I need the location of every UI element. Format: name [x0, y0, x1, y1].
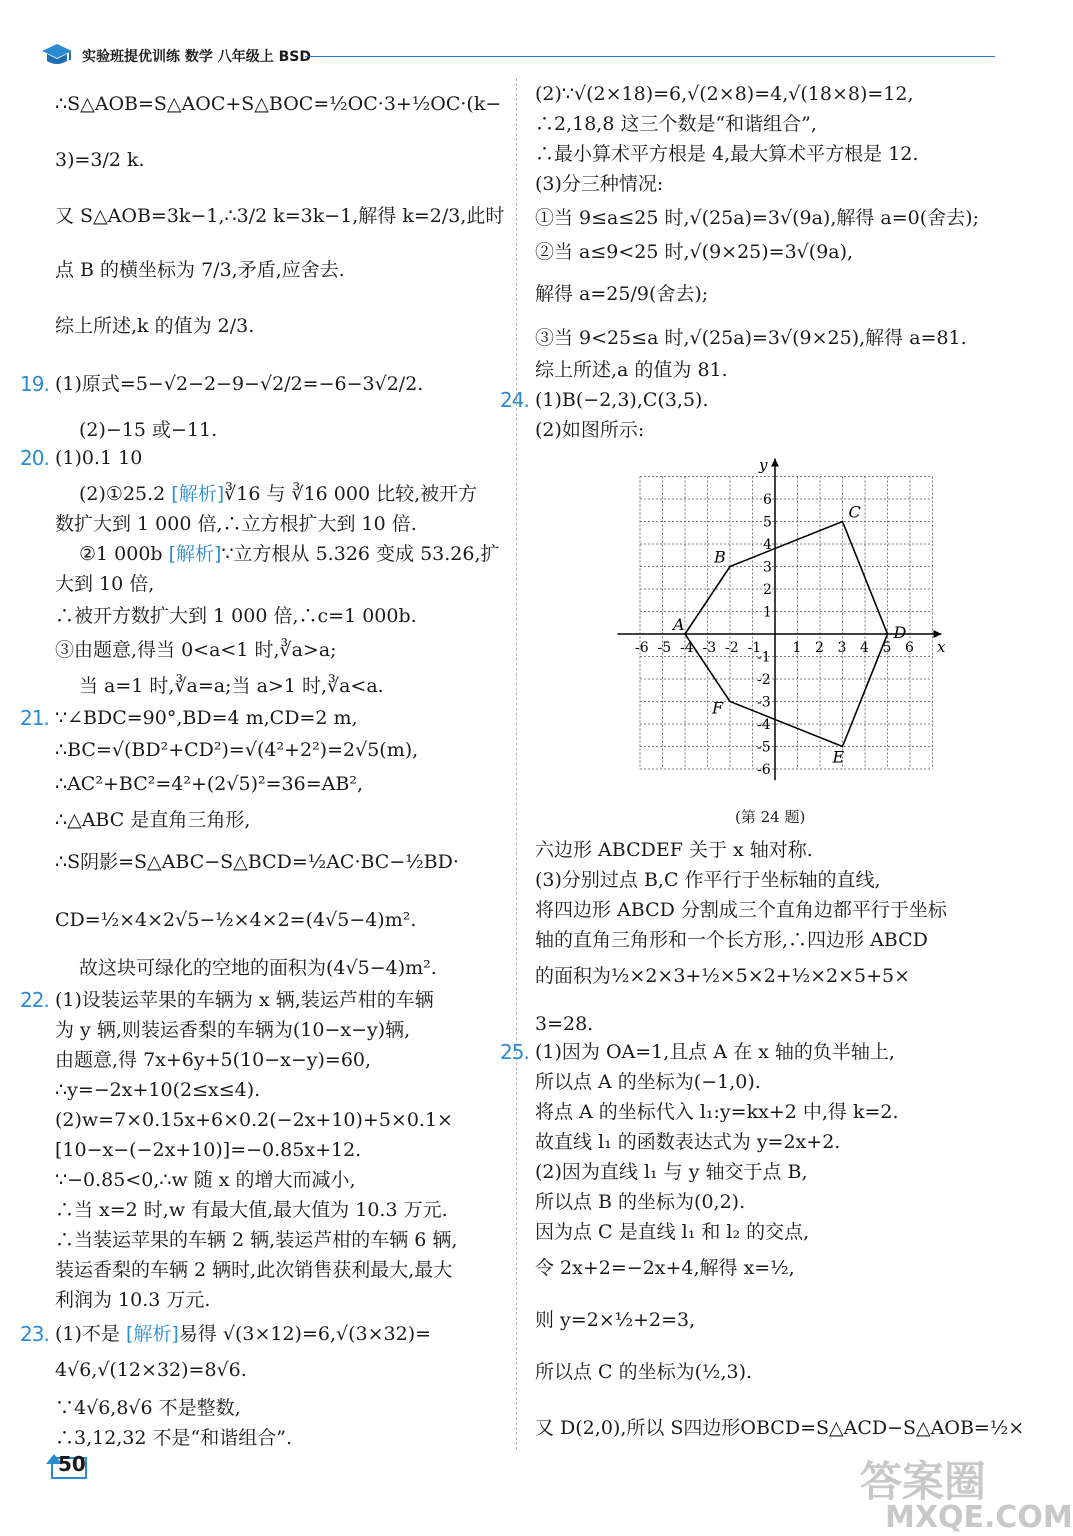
answer-text: 3)=3/2 k.	[55, 149, 145, 171]
answer-text: (1)原式=5−√2−2−9−√2/2=−6−3√2/2.	[55, 373, 424, 395]
coordinate-figure	[600, 448, 950, 798]
y-axis-label: y	[759, 455, 768, 474]
y-tick-label: -1	[757, 649, 771, 666]
answer-text: 将点 A 的坐标代入 l₁:y=kx+2 中,得 k=2.	[535, 1101, 899, 1123]
y-tick-label: 5	[763, 514, 772, 531]
answer-line	[55, 1424, 292, 1452]
answer-text: CD=½×4×2√5−½×4×2=(4√5−4)m².	[55, 909, 417, 931]
answer-line	[535, 324, 967, 352]
answer-line	[55, 312, 254, 340]
answer-text: (2)−15 或−11.	[79, 419, 218, 441]
x-tick-label: -1	[747, 640, 762, 656]
point-label: B	[714, 547, 726, 567]
answer-text: 又 S△AOB=3k−1,∴3/2 k=3k−1,解得 k=2/3,此时	[55, 205, 505, 227]
answer-line	[55, 256, 345, 284]
question-number: 25.	[500, 1040, 529, 1064]
answer-text: 所以点 B 的坐标为(0,2).	[535, 1191, 746, 1213]
y-tick-label: -5	[757, 739, 771, 756]
answer-line	[535, 1414, 1024, 1442]
answer-line	[55, 1226, 457, 1254]
answer-text: 由题意,得 7x+6y+5(10−x−y)=60,	[55, 1049, 372, 1071]
answer-text: ∴S阴影=S△ABC−S△BCD=½AC·BC−½BD·	[55, 851, 459, 873]
x-tick-label: 6	[905, 640, 914, 656]
answer-line	[535, 836, 813, 864]
x-tick-label: 2	[815, 640, 824, 656]
answer-text: ②当 a≤9<25 时,√(9×25)=3√(9a),	[535, 241, 854, 263]
answer-text: (3)分别过点 B,C 作平行于坐标轴的直线,	[535, 869, 881, 891]
answer-line	[535, 140, 918, 168]
y-tick-label: 3	[763, 559, 772, 576]
answer-line	[55, 736, 418, 764]
x-tick-label: -3	[702, 640, 717, 656]
answer-line	[55, 848, 459, 876]
answer-text: 利润为 10.3 万元.	[55, 1289, 211, 1311]
answer-line	[55, 510, 417, 538]
answer-text: ∴3,12,32 不是“和谐组合”.	[55, 1427, 293, 1449]
answer-line	[55, 1016, 410, 1044]
book-logo-icon	[40, 42, 74, 68]
answer-line	[535, 1306, 695, 1334]
answer-text: 3=28.	[535, 1013, 594, 1035]
answer-text: (1)设装运苹果的车辆为 x 辆,装运芦柑的车辆	[55, 989, 434, 1011]
x-tick-label: -4	[680, 640, 694, 656]
x-tick-label: 5	[882, 640, 892, 656]
answer-text: 4√6,√(12×32)=8√6.	[55, 1359, 247, 1381]
y-tick-label: -6	[757, 762, 771, 778]
answer-line	[55, 672, 384, 700]
answer-text: ∴△ABC 是直角三角形,	[55, 809, 251, 831]
watermark-logo: 答案圈	[860, 1457, 987, 1506]
answer-line	[535, 110, 817, 138]
question-number: 23.	[20, 1322, 49, 1346]
answer-text: ∛16 与 ∛16 000 比较,被开方	[224, 483, 478, 505]
answer-text: 因为点 C 是直线 l₁ 和 l₂ 的交点,	[535, 1221, 810, 1243]
x-axis-label: x	[937, 638, 946, 656]
answer-line	[535, 1158, 808, 1186]
answer-text: 故直线 l₁ 的函数表达式为 y=2x+2.	[535, 1131, 841, 1153]
answer-line	[535, 962, 910, 990]
answer-line	[55, 1394, 241, 1422]
answer-line	[500, 1038, 895, 1066]
answer-text: ①当 9≤a≤25 时,√(25a)=3√(9a),解得 a=0(舍去);	[535, 207, 979, 229]
answer-line	[55, 480, 477, 508]
answer-text: 易得 √(3×12)=6,√(3×32)=	[178, 1323, 432, 1345]
watermark-url: MXQE.COM	[885, 1500, 1073, 1535]
answer-text: ∴S△AOB=S△AOC+S△BOC=½OC·3+½OC·(k−	[55, 93, 502, 115]
x-arrow-icon	[934, 630, 942, 638]
answer-text: 所以点 A 的坐标为(−1,0).	[535, 1071, 761, 1093]
answer-line	[55, 636, 337, 664]
answer-text: ∵立方根从 5.326 变成 53.26,扩	[221, 543, 500, 565]
answer-line	[55, 1356, 247, 1384]
x-tick-label: 1	[792, 640, 802, 656]
answer-line	[55, 1046, 371, 1074]
point-label: E	[832, 747, 845, 767]
answer-text: 为 y 辆,则装运香梨的车辆为(10−x−y)辆,	[55, 1019, 411, 1041]
answer-text: ③当 9<25≤a 时,√(25a)=3√(9×25),解得 a=81.	[535, 327, 967, 349]
answer-line	[55, 416, 217, 444]
answer-text: ∴最小算术平方根是 4,最大算术平方根是 12.	[535, 143, 919, 165]
answer-line	[55, 1106, 453, 1134]
answer-line	[55, 1076, 260, 1104]
point-label: D	[893, 623, 907, 642]
answer-text: ∴当装运苹果的车辆 2 辆,装运芦柑的车辆 6 辆,	[55, 1229, 458, 1251]
answer-line	[535, 80, 914, 108]
question-number: 22.	[20, 988, 49, 1012]
y-tick-label: -2	[757, 672, 771, 688]
answer-line	[535, 1068, 761, 1096]
answer-line	[535, 356, 728, 384]
answer-text: ∴被开方数扩大到 1 000 倍,∴c=1 000b.	[55, 605, 417, 627]
header-rule	[305, 56, 995, 57]
answer-line	[20, 986, 434, 1014]
analysis-tag: [解析]	[168, 543, 222, 565]
answer-text: (2)如图所示:	[535, 419, 645, 441]
answer-line	[20, 370, 424, 398]
answer-text: 数扩大到 1 000 倍,∴立方根扩大到 10 倍.	[55, 513, 417, 535]
analysis-tag: [解析]	[125, 1323, 179, 1345]
answer-text: ∴y=−2x+10(2≤x≤4).	[55, 1079, 261, 1101]
answer-text: ③由题意,得当 0<a<1 时,∛a>a;	[55, 639, 337, 661]
y-tick-label: -3	[757, 694, 771, 711]
answer-line	[535, 866, 881, 894]
question-number: 24.	[500, 388, 529, 412]
column-divider	[516, 78, 517, 1450]
answer-text: 六边形 ABCDEF 关于 x 轴对称.	[535, 839, 813, 861]
y-tick-label: 4	[763, 537, 772, 553]
answer-line	[535, 1128, 840, 1156]
y-tick-label: 1	[763, 604, 772, 621]
answer-text: 解得 a=25/9(舍去);	[535, 283, 709, 305]
answer-text: (2)∵√(2×18)=6,√(2×8)=4,√(18×8)=12,	[535, 83, 914, 105]
answer-text: ②1 000b	[79, 543, 169, 565]
answer-text: 综上所述,k 的值为 2/3.	[55, 315, 255, 337]
answer-line	[20, 704, 358, 732]
y-arrow-icon	[771, 459, 779, 467]
answer-text: (1)0.1 10	[55, 447, 143, 469]
answer-line	[500, 386, 709, 414]
answer-text: 轴的直角三角形和一个长方形,∴四边形 ABCD	[535, 929, 928, 951]
answer-line	[55, 1196, 448, 1224]
answer-text: ∴AC²+BC²=4²+(2√5)²=36=AB²,	[55, 773, 363, 795]
answer-text: 将四边形 ABCD 分割成三个直角边都平行于坐标	[535, 899, 947, 921]
answer-text: 故这块可绿化的空地的面积为(4√5−4)m².	[79, 957, 437, 979]
answer-line	[55, 1286, 210, 1314]
answer-line	[55, 906, 416, 934]
answer-text: (1)B(−2,3),C(3,5).	[535, 389, 709, 411]
answer-line	[535, 926, 928, 954]
answer-line	[55, 770, 363, 798]
answer-text: 装运香梨的车辆 2 辆时,此次销售获利最大,最大	[55, 1259, 453, 1281]
answer-text: ∴BC=√(BD²+CD²)=√(4²+2²)=2√5(m),	[55, 739, 419, 761]
answer-text: ∴2,18,8 这三个数是“和谐组合”,	[535, 113, 817, 135]
point-label: C	[848, 502, 861, 522]
point-label: A	[673, 615, 685, 634]
answer-line	[535, 1098, 899, 1126]
answer-text: (1)因为 OA=1,且点 A 在 x 轴的负半轴上,	[535, 1041, 895, 1063]
answer-text: 当 a=1 时,∛a=a;当 a>1 时,∛a<a.	[79, 675, 384, 697]
answer-text: 综上所述,a 的值为 81.	[535, 359, 728, 381]
x-tick-label: -5	[657, 640, 672, 656]
question-number: 21.	[20, 706, 49, 730]
answer-line	[55, 146, 145, 174]
answer-line	[535, 896, 947, 924]
answer-text: (3)分三种情况:	[535, 173, 664, 195]
question-number: 20.	[20, 446, 49, 470]
answer-line	[55, 602, 417, 630]
answer-line	[535, 1188, 745, 1216]
answer-line	[55, 202, 504, 230]
answer-text: (2)①25.2	[79, 483, 172, 505]
answer-line	[535, 1010, 593, 1038]
analysis-tag: [解析]	[171, 483, 225, 505]
answer-text: (2)w=7×0.15x+6×0.2(−2x+10)+5×0.1×	[55, 1109, 453, 1131]
y-tick-label: 2	[763, 582, 772, 598]
y-tick-label: 6	[763, 492, 772, 508]
answer-text: 又 D(2,0),所以 S四边形OBCD=S△ACD−S△AOB=½×	[535, 1417, 1025, 1439]
answer-text: ∵4√6,8√6 不是整数,	[55, 1397, 241, 1419]
question-number: 19.	[20, 372, 49, 396]
answer-line	[55, 806, 250, 834]
answer-line	[535, 1254, 795, 1282]
page-header	[40, 40, 995, 70]
page-number: 50	[58, 1452, 86, 1476]
x-tick-label: -2	[725, 640, 739, 656]
answer-text: (1)不是	[55, 1323, 126, 1345]
answer-text: 的面积为½×2×3+½×5×2+½×2×5+5×	[535, 965, 911, 987]
answer-text: ∵∠BDC=90°,BD=4 m,CD=2 m,	[55, 707, 358, 729]
answer-text: 则 y=2×½+2=3,	[535, 1309, 696, 1331]
answer-line	[535, 204, 979, 232]
answer-text: [10−x−(−2x+10)]=−0.85x+12.	[55, 1139, 362, 1161]
book-title: 实验班提优训练 数学 八年级上 BSD	[82, 49, 311, 65]
answer-line	[535, 170, 663, 198]
figure-caption: (第 24 题)	[735, 808, 806, 826]
answer-text: ∵−0.85<0,∴w 随 x 的增大而减小,	[55, 1169, 356, 1191]
answer-text: 点 B 的横坐标为 7/3,矛盾,应舍去.	[55, 259, 345, 281]
answer-line	[535, 280, 708, 308]
point-label: F	[712, 698, 724, 718]
x-tick-label: 3	[837, 640, 847, 656]
answer-line	[55, 540, 500, 568]
answer-line	[55, 1256, 452, 1284]
answer-line	[55, 570, 154, 598]
answer-line	[55, 954, 437, 982]
answer-line	[535, 238, 853, 266]
answer-line	[20, 1320, 432, 1348]
answer-text: ∴当 x=2 时,w 有最大值,最大值为 10.3 万元.	[55, 1199, 448, 1221]
answer-text: (2)因为直线 l₁ 与 y 轴交于点 B,	[535, 1161, 808, 1183]
answer-line	[535, 416, 644, 444]
y-tick-label: -4	[757, 717, 771, 733]
x-tick-label: -6	[635, 640, 649, 656]
x-tick-label: 4	[860, 640, 869, 656]
answer-line	[535, 1358, 752, 1386]
answer-text: 令 2x+2=−2x+4,解得 x=½,	[535, 1257, 795, 1279]
answer-line	[20, 444, 143, 472]
answer-text: 大到 10 倍,	[55, 573, 155, 595]
answer-line	[535, 1218, 809, 1246]
answer-line	[55, 1136, 361, 1164]
answer-line	[55, 90, 501, 118]
answer-line	[55, 1166, 356, 1194]
answer-text: 所以点 C 的坐标为(½,3).	[535, 1361, 753, 1383]
